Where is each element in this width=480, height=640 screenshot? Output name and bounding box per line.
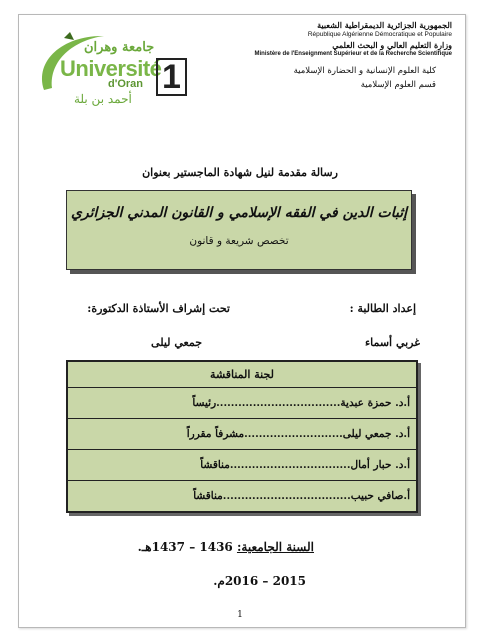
- logo-arabic-name: جامعة وهران: [84, 40, 155, 55]
- committee-table: [66, 360, 418, 513]
- committee-row: أ.د. جمعي ليلى...........................مشرفاً مقرراً: [68, 419, 416, 450]
- committee-heading: لجنة المناقشة: [68, 362, 416, 388]
- committee-row: أ.د. حبار أمال.................................مناقشاً: [68, 450, 416, 481]
- logo-oran: d'Oran: [108, 78, 144, 90]
- committee-row: أ.د. حمزة عبدية..................................رئيساً: [68, 388, 416, 419]
- ministry-arabic: وزارة التعليم العالي و البحث العلمي: [332, 40, 452, 50]
- logo-universite: Université: [60, 56, 162, 81]
- logo-arabic-sub: أحمد بن بلة: [74, 92, 132, 106]
- ministry-header: [232, 20, 452, 57]
- supervised-by-label: تحت إشراف الأستاذة الدكتورة:: [87, 302, 230, 315]
- thesis-title: إثبات الدين في الفقه الإسلامي و القانون المدني الجزائري: [70, 205, 408, 221]
- page-number: 1: [237, 610, 243, 620]
- faculty-name: كلية العلوم الإنسانية و الحضارة الإسلامية: [293, 66, 436, 76]
- logo-number: 1: [156, 58, 187, 96]
- academic-year-label: السنة الجامعية:: [236, 540, 314, 554]
- title-box: [66, 190, 412, 270]
- supervisor-name: جمعي ليلى: [151, 336, 202, 349]
- hijri-years: 1436 – 1437هـ.: [137, 540, 237, 554]
- prepared-by-label: إعداد الطالبة :: [349, 302, 416, 315]
- committee-row: أ.صافي حبيب...................................مناقشاً: [193, 490, 410, 502]
- department-name: قسم العلوم الإسلامية: [360, 80, 436, 90]
- republic-french: République Algérienne Démocratique et Populaire: [307, 31, 452, 38]
- university-logo: [34, 30, 181, 110]
- academic-year-gregorian: 2015 – 2016م.: [213, 574, 306, 588]
- ministry-french: Ministère de l'Enseignment Supérieur et de la Recherche Scientifique: [254, 51, 452, 57]
- republic-arabic: الجمهورية الجزائرية الديمقراطية الشعبية: [317, 20, 452, 30]
- student-name: غربي أسماء: [364, 336, 420, 349]
- thesis-specialty: تخصص شريعة و قانون: [189, 235, 289, 247]
- faculty-block: [236, 64, 436, 92]
- thesis-intro: رسالة مقدمة لنيل شهادة الماجستير بعنوان: [142, 166, 338, 179]
- academic-year-hijri: [138, 540, 314, 554]
